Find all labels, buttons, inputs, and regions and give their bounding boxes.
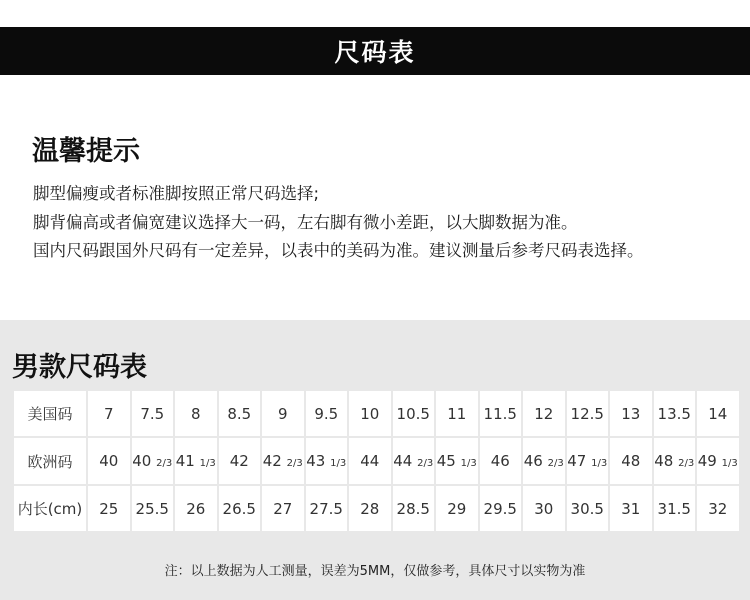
size-whole: 47	[567, 452, 587, 470]
table-cell	[654, 438, 696, 484]
size-fraction: 2/3	[286, 458, 303, 469]
table-cell: 7	[88, 391, 130, 436]
size-whole: 42	[262, 452, 282, 470]
header-bar	[0, 27, 750, 75]
tip-line: 脚背偏高或者偏宽建议选择大一码，左右脚有微小差距，以大脚数据为准。	[33, 212, 578, 232]
size-whole: 44	[360, 452, 380, 470]
table-cell: 14	[697, 391, 739, 436]
size-whole: 48	[621, 452, 641, 470]
size-whole: 46	[490, 452, 510, 470]
table-row	[14, 391, 739, 436]
table-cell	[393, 438, 435, 484]
table-cell: 9.5	[306, 391, 348, 436]
table-cell	[219, 438, 261, 484]
table-cell: 29	[436, 486, 478, 531]
table-cell	[132, 438, 174, 484]
table-cell: 12.5	[567, 391, 609, 436]
size-fraction: 1/3	[199, 458, 216, 469]
table-cell	[88, 438, 130, 484]
table-cell: 32	[697, 486, 739, 531]
table-cell	[306, 438, 348, 484]
tip-line: 国内尺码跟国外尺码有一定差异，以表中的美码为准。建议测量后参考尺码表选择。	[33, 241, 644, 260]
table-cell	[349, 438, 391, 484]
size-fraction: 1/3	[330, 458, 347, 469]
table-cell: 8	[175, 391, 217, 436]
table-cell: 12	[523, 391, 565, 436]
table-cell: 27.5	[306, 486, 348, 531]
table-cell: 26	[175, 486, 217, 531]
page-title: 尺码表	[334, 38, 416, 67]
row-label: 美国码	[14, 391, 86, 436]
size-whole: 41	[175, 452, 195, 470]
size-fraction: 2/3	[156, 458, 173, 469]
size-whole: 40	[132, 452, 152, 470]
table-row	[14, 438, 739, 484]
size-whole: 49	[697, 452, 717, 470]
table-cell: 10	[349, 391, 391, 436]
table-cell	[567, 438, 609, 484]
table-cell	[480, 438, 522, 484]
table-cell: 29.5	[480, 486, 522, 531]
size-whole: 40	[99, 452, 119, 470]
table-cell	[610, 438, 652, 484]
size-whole: 43	[306, 452, 326, 470]
size-whole: 48	[654, 452, 674, 470]
table-cell	[436, 438, 478, 484]
size-table	[12, 389, 741, 533]
table-cell: 13	[610, 391, 652, 436]
table-cell: 30.5	[567, 486, 609, 531]
size-whole: 44	[393, 452, 413, 470]
tips-heading: 温馨提示	[32, 136, 140, 167]
table-cell	[175, 438, 217, 484]
size-fraction: 2/3	[417, 458, 434, 469]
row-label: 欧洲码	[14, 438, 86, 484]
row-label: 内长(cm)	[14, 486, 86, 531]
size-table-title: 男款尺码表	[12, 352, 147, 383]
table-cell: 10.5	[393, 391, 435, 436]
size-fraction: 1/3	[460, 458, 477, 469]
table-cell: 7.5	[132, 391, 174, 436]
footnote: 注：以上数据为人工测量，误差为5MM，仅做参考，具体尺寸以实物为准	[164, 564, 586, 579]
table-cell: 31.5	[654, 486, 696, 531]
table-cell: 11	[436, 391, 478, 436]
tip-line: 脚型偏瘦或者标准脚按照正常尺码选择;	[33, 184, 320, 203]
table-row	[14, 486, 739, 531]
size-fraction: 1/3	[721, 458, 738, 469]
size-whole: 45	[436, 452, 456, 470]
table-cell	[697, 438, 739, 484]
table-cell: 27	[262, 486, 304, 531]
table-cell: 28	[349, 486, 391, 531]
size-fraction: 2/3	[678, 458, 695, 469]
table-cell: 28.5	[393, 486, 435, 531]
table-cell: 30	[523, 486, 565, 531]
table-cell: 9	[262, 391, 304, 436]
size-whole: 46	[523, 452, 543, 470]
table-cell: 25.5	[132, 486, 174, 531]
table-cell: 26.5	[219, 486, 261, 531]
table-cell: 13.5	[654, 391, 696, 436]
table-cell	[523, 438, 565, 484]
table-cell: 11.5	[480, 391, 522, 436]
size-fraction: 2/3	[547, 458, 564, 469]
table-cell: 25	[88, 486, 130, 531]
size-fraction: 1/3	[591, 458, 608, 469]
table-cell: 8.5	[219, 391, 261, 436]
table-cell	[262, 438, 304, 484]
size-whole: 42	[229, 452, 249, 470]
table-cell: 31	[610, 486, 652, 531]
tips-list	[33, 180, 644, 266]
